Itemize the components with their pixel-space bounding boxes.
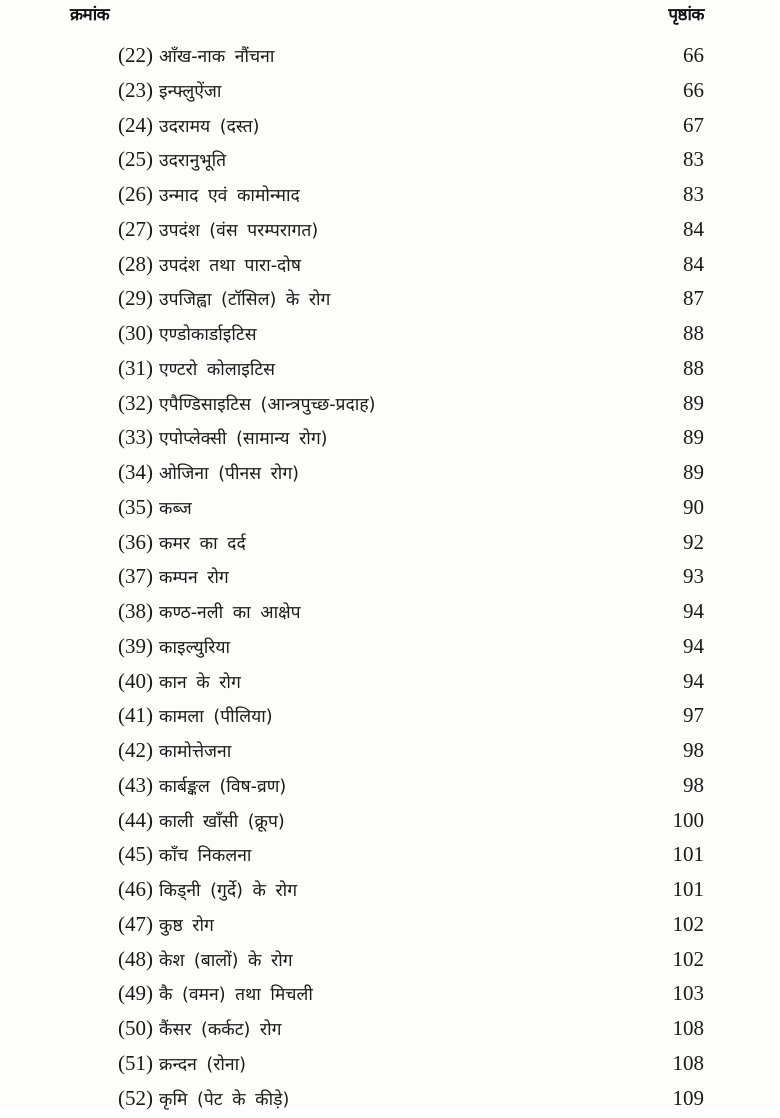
entry-title: ओजिना (पीनस रोग)	[159, 464, 300, 484]
entry-page-number: 102	[672, 946, 704, 971]
entry-number: (35)	[118, 494, 153, 519]
entry-title: उपदंश तथा पारा-दोष	[159, 255, 301, 276]
entry-number: (26)	[118, 182, 153, 206]
entry-page-number: 98	[683, 772, 704, 797]
serial-number-heading: क्रमांक	[70, 5, 110, 25]
toc-entry	[118, 733, 704, 768]
entry-title: एण्डोकार्डाइटिस	[159, 325, 257, 345]
entry-page-number: 101	[672, 877, 704, 901]
entry-number: (23)	[118, 77, 153, 102]
entry-page-number: 93	[683, 564, 704, 589]
toc-entry	[118, 212, 704, 247]
entry-number: (34)	[118, 460, 153, 484]
entry-number: (30)	[118, 321, 153, 345]
entry-title: उन्माद एवं कामोन्माद	[159, 186, 300, 206]
entry-title: कामोत्तेजना	[159, 742, 232, 762]
entry-page-number: 89	[683, 390, 704, 415]
entry-title: किड्नी (गुर्दे) के रोग	[159, 881, 298, 901]
entry-page-number: 83	[683, 182, 704, 206]
toc-entry	[118, 490, 704, 525]
entry-number: (31)	[118, 355, 153, 380]
toc-entry	[118, 38, 704, 73]
toc-entry	[118, 420, 704, 455]
toc-header	[70, 2, 704, 30]
toc-entry	[118, 872, 704, 907]
entry-number: (27)	[118, 216, 153, 241]
entry-page-number: 97	[683, 703, 704, 728]
entry-title: एपैण्डिसाइटिस (आन्त्रपुच्छ-प्रदाह)	[159, 394, 376, 415]
entry-number: (50)	[118, 1016, 153, 1040]
entry-number: (40)	[118, 668, 153, 693]
entry-title: एपोप्लेक्सी (सामान्य रोग)	[159, 429, 328, 450]
toc-entry	[118, 108, 704, 143]
entry-title: क्रन्दन (रोना)	[159, 1054, 247, 1075]
toc-entry	[118, 976, 704, 1011]
entry-page-number: 103	[672, 981, 704, 1006]
entry-number: (42)	[118, 738, 153, 762]
toc-entry	[118, 316, 704, 351]
entry-title: आँख-नाक नौंचना	[159, 47, 275, 67]
entry-title: कैंसर (कर्कट) रोग	[159, 1020, 282, 1040]
entry-number: (29)	[118, 286, 153, 311]
entry-title: उपजिह्वा (टॉसिल) के रोग	[159, 290, 331, 311]
toc-entry	[118, 247, 704, 282]
entry-page-number: 84	[683, 251, 704, 276]
entry-number: (28)	[118, 251, 153, 276]
toc-entry	[118, 1081, 704, 1116]
entry-title: कार्बङ्कल (विष-व्रण)	[159, 776, 287, 797]
entry-page-number: 94	[683, 599, 704, 623]
entry-title: काँच निकलना	[159, 846, 252, 867]
entry-number: (37)	[118, 564, 153, 589]
entry-page-number: 66	[683, 43, 704, 67]
toc-entry	[118, 768, 704, 803]
entry-page-number: 84	[683, 216, 704, 241]
entry-title: कामला (पीलिया)	[159, 707, 273, 728]
toc-entry	[118, 907, 704, 942]
entry-number: (47)	[118, 911, 153, 936]
page-number-heading: पृष्ठांक	[668, 5, 704, 25]
toc-entry	[118, 73, 704, 108]
entry-number: (25)	[118, 147, 153, 172]
toc-entry	[118, 142, 704, 177]
toc-entry	[118, 803, 704, 838]
table-of-contents	[118, 38, 704, 1115]
entry-number: (24)	[118, 112, 153, 137]
entry-title: कब्ज	[159, 498, 192, 519]
entry-page-number: 88	[683, 321, 704, 345]
entry-title: उदरानुभूति	[159, 151, 227, 172]
toc-entry	[118, 559, 704, 594]
entry-title: काइल्युरिया	[159, 637, 231, 658]
entry-number: (36)	[118, 529, 153, 554]
entry-page-number: 66	[683, 77, 704, 102]
entry-title: काली खाँसी (क्रूप)	[159, 811, 285, 832]
entry-page-number: 67	[683, 112, 704, 137]
entry-number: (51)	[118, 1050, 153, 1075]
entry-number: (44)	[118, 807, 153, 832]
entry-page-number: 108	[672, 1016, 704, 1040]
entry-title: कमर का दर्द	[159, 533, 246, 554]
entry-number: (22)	[118, 43, 153, 67]
toc-entry	[118, 629, 704, 664]
entry-title: कृमि (पेट के कीड़े)	[159, 1089, 290, 1110]
entry-page-number: 100	[672, 807, 704, 832]
entry-title: कान के रोग	[159, 672, 241, 693]
entry-title: कुष्ठ रोग	[159, 915, 214, 936]
toc-entry	[118, 386, 704, 421]
entry-page-number: 101	[672, 842, 704, 867]
entry-title: कै (वमन) तथा मिचली	[159, 985, 313, 1006]
entry-number: (43)	[118, 772, 153, 797]
toc-entry	[118, 698, 704, 733]
entry-page-number: 88	[683, 355, 704, 380]
entry-title: इन्फ्लुऐंजा	[159, 81, 222, 102]
entry-number: (45)	[118, 842, 153, 867]
entry-page-number: 92	[683, 529, 704, 554]
entry-page-number: 109	[672, 1085, 704, 1110]
entry-number: (49)	[118, 981, 153, 1006]
entry-page-number: 102	[672, 911, 704, 936]
entry-number: (32)	[118, 390, 153, 415]
entry-page-number: 108	[672, 1050, 704, 1075]
entry-page-number: 94	[683, 633, 704, 658]
toc-entry	[118, 455, 704, 490]
entry-page-number: 87	[683, 286, 704, 311]
toc-entry	[118, 525, 704, 560]
entry-page-number: 98	[683, 738, 704, 762]
entry-title: कण्ठ-नली का आक्षेप	[159, 603, 301, 623]
entry-page-number: 89	[683, 425, 704, 450]
toc-entry	[118, 594, 704, 629]
entry-number: (33)	[118, 425, 153, 450]
entry-number: (48)	[118, 946, 153, 971]
entry-page-number: 94	[683, 668, 704, 693]
toc-entry	[118, 942, 704, 977]
toc-entry	[118, 1011, 704, 1046]
toc-entry	[118, 351, 704, 386]
entry-page-number: 90	[683, 494, 704, 519]
toc-entry	[118, 837, 704, 872]
toc-entry	[118, 177, 704, 212]
entry-number: (41)	[118, 703, 153, 728]
entry-title: केश (बालों) के रोग	[159, 950, 293, 971]
entry-title: एण्टरो कोलाइटिस	[159, 359, 276, 380]
entry-title: उदरामय (दस्त)	[159, 116, 260, 137]
toc-entry	[118, 664, 704, 699]
entry-page-number: 83	[683, 147, 704, 172]
entry-title: उपदंश (वंस परम्परागत)	[159, 220, 319, 241]
entry-page-number: 89	[683, 460, 704, 484]
toc-entry	[118, 281, 704, 316]
entry-number: (38)	[118, 599, 153, 623]
entry-number: (46)	[118, 877, 153, 901]
toc-entry	[118, 1046, 704, 1081]
entry-number: (39)	[118, 633, 153, 658]
entry-title: कम्पन रोग	[159, 568, 229, 589]
entry-number: (52)	[118, 1085, 153, 1110]
